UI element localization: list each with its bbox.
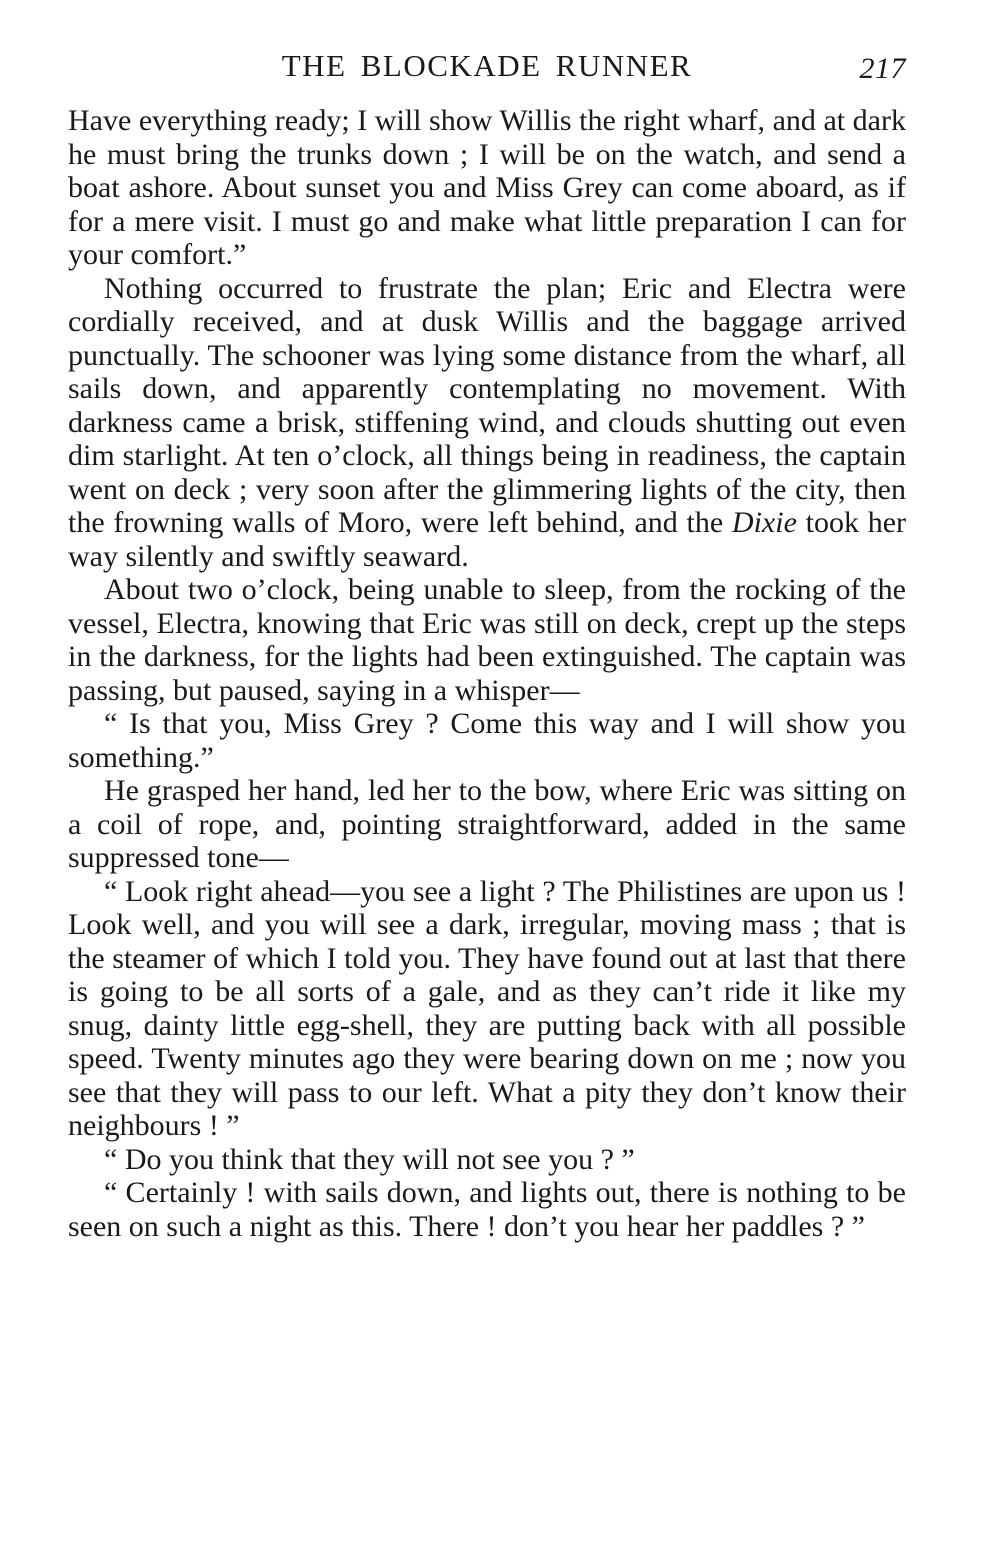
paragraph-text: took her way silently and swiftly seaward.: [68, 506, 907, 573]
paragraph: “ Look right ahead—you see a light ? The Philistines are upon us ! Look well, and you will see a dark, irregular, moving mass ; that is the steamer of which I told you. They have found out at last that there is going to be all sorts of a gale, and as they can’t ride it like my snug, dainty little egg-shell, they are putting back with all possible speed. Twenty minutes ago they were bearing down on me ; now you see that they will pass to our left. What a pity they don’t know their neighbours ! ”: [68, 874, 906, 1142]
body-text: [68, 104, 906, 1243]
running-title: THE BLOCKADE RUNNER: [281, 48, 693, 83]
paragraph-text: Nothing occurred to frustrate the plan; Eric and Electra were cordially received, and at dusk Willis and the baggage arrived punctually. The schooner was lying some distance from the wharf, all sails down, and apparently contemplating no movement. With darkness came a brisk, stiffening wind, and clouds shutting out even dim starlight. At ten o’clock, all things being in readiness, the captain went on deck ; very soon after the glimmering lights of the city, then the frowning walls of Moro, were left behind, and the: [68, 271, 906, 539]
paragraph: “ Certainly ! with sails down, and lights out, there is nothing to be seen on such a night as this. There ! don’t you hear her paddles ? ”: [68, 1176, 906, 1243]
page-number: 217: [859, 52, 906, 85]
ship-name: Dixie: [731, 506, 797, 539]
paragraph: About two o’clock, being unable to sleep, from the rocking of the vessel, Electra, knowing that Eric was still on deck, crept up the steps in the darkness, for the lights had been extinguished. The captain was passing, but paused, saying in a whisper—: [68, 573, 906, 707]
paragraph: “ Do you think that they will not see you ? ”: [104, 1142, 635, 1176]
paragraph: He grasped her hand, led her to the bow, where Eric was sitting on a coil of rope, and, pointing straightforward, added in the same suppressed tone—: [68, 774, 906, 874]
paragraph: [68, 272, 906, 574]
paragraph: “ Is that you, Miss Grey ? Come this way and I will show you something.”: [68, 707, 906, 774]
page-header: [68, 48, 906, 90]
paragraph: Have everything ready; I will show Willis the right wharf, and at dark he must bring the trunks down ; I will be on the watch, and send a boat ashore. About sunset you and Miss Grey can come aboard, as if for a mere visit. I must go and make what little preparation I can for your comfort.”: [68, 104, 906, 271]
